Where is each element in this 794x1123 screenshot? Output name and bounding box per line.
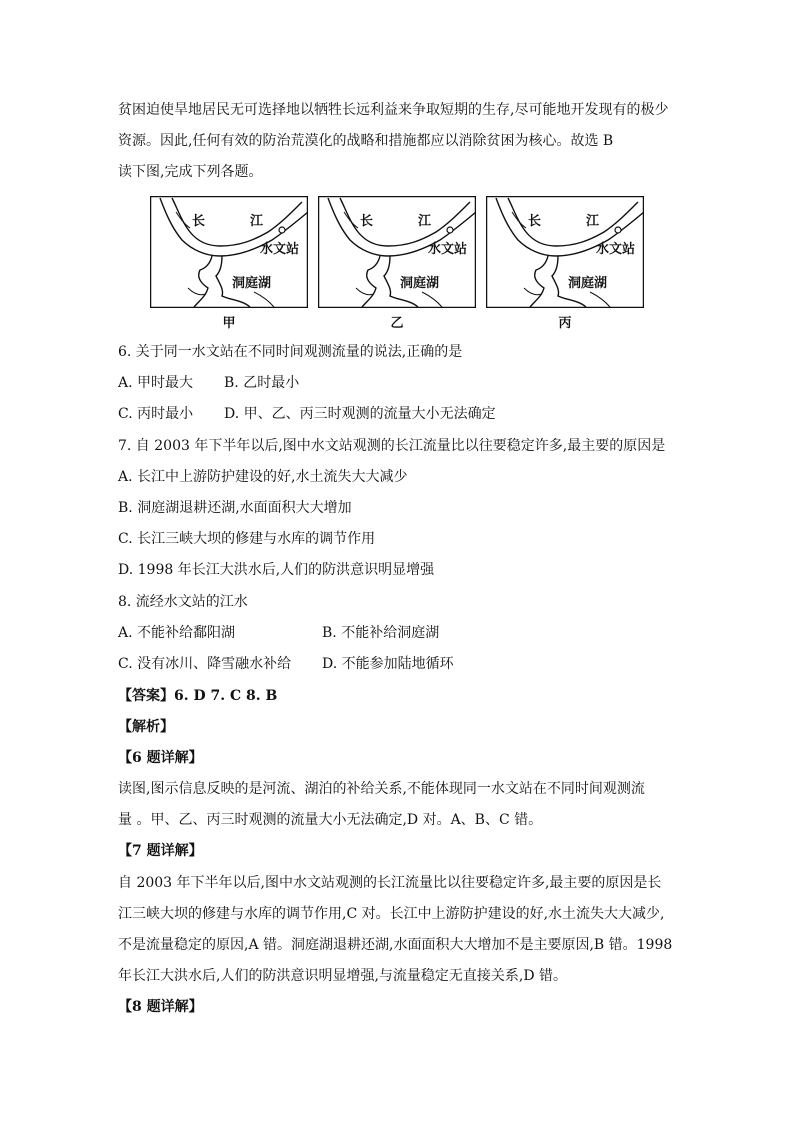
q6-stem: 6. 关于同一水文站在不同时间观测流量的说法,正确的是 (118, 344, 463, 360)
q7-option-a: A. 长江中上游防护建设的好,水土流失大大减少 (118, 469, 408, 485)
q7-stem: 7. 自 2003 年下半年以后,图中水文站观测的长江流量比以往要稳定许多,最主要的原因是 (118, 438, 666, 454)
changjiang-label-2: 江 (586, 214, 600, 229)
panel-label-bing: 丙 (558, 316, 572, 331)
detail-7-line-3: 不是流量稳定的原因,A 错。洞庭湖退耕还湖,水面面积大大增加不是主要原因,B 错。1998 (118, 937, 673, 953)
panel-label-yi: 乙 (390, 316, 404, 331)
q7-option-c: C. 长江三峡大坝的修建与水库的调节作用 (118, 531, 376, 547)
q6-option-c: C. 丙时最小 (118, 406, 194, 422)
map-panel-bing (486, 196, 644, 331)
lake-label: 洞庭湖 (568, 276, 608, 291)
detail-7-line-2: 江三峡大坝的修建与水库的调节作用,C 对。长江中上游防护建设的好,水土流失大大减少, (118, 906, 665, 922)
detail-6-line-1: 读图,图示信息反映的是河流、湖泊的补给关系,不能体现同一水文站在不同时间观测流 (118, 781, 645, 797)
changjiang-label-1: 长 (360, 214, 374, 229)
q7-option-d: D. 1998 年长江大洪水后,人们的防洪意识明显增强 (118, 562, 435, 578)
panel-label-jia: 甲 (222, 316, 236, 331)
q8-option-b: B. 不能补给洞庭湖 (322, 625, 440, 641)
analysis-heading: 【解析】 (118, 719, 174, 735)
q7-option-b: B. 洞庭湖退耕还湖,水面面积大大增加 (118, 500, 352, 516)
detail-7-line-4: 年长江大洪水后,人们的防洪意识明显增强,与流量稳定无直接关系,D 错。 (118, 968, 568, 984)
detail-7-heading: 【7 题详解】 (118, 843, 203, 859)
intro-line-2: 资源。因此,任何有效的防治荒漠化的战略和措施都应以消除贫困为核心。故选 B (118, 133, 614, 149)
detail-8-heading: 【8 题详解】 (118, 999, 203, 1015)
answer-line: 【答案】6. D 7. C 8. B (118, 688, 278, 704)
changjiang-label-1: 长 (192, 214, 206, 229)
q6-option-d: D. 甲、乙、丙三时观测的流量大小无法确定 (224, 406, 496, 422)
detail-6-heading: 【6 题详解】 (118, 750, 203, 766)
station-label: 水文站 (596, 242, 636, 257)
lake-label: 洞庭湖 (232, 276, 272, 291)
q6-option-b: B. 乙时最小 (224, 375, 300, 391)
lake-label: 洞庭湖 (400, 276, 440, 291)
q8-option-a: A. 不能补给鄱阳湖 (118, 625, 236, 641)
changjiang-label-2: 江 (418, 214, 432, 229)
intro-line-3: 读下图,完成下列各题。 (118, 164, 263, 180)
map-figure (150, 196, 644, 336)
q8-stem: 8. 流经水文站的江水 (118, 594, 248, 610)
q6-option-a: A. 甲时最大 (118, 375, 194, 391)
station-label: 水文站 (428, 242, 468, 257)
station-label: 水文站 (260, 242, 300, 257)
q8-option-c: C. 没有冰川、降雪融水补给 (118, 656, 292, 672)
changjiang-label-2: 江 (250, 214, 264, 229)
q8-option-d: D. 不能参加陆地循环 (322, 656, 454, 672)
intro-line-1: 贫困迫使旱地居民无可选择地以牺牲长远利益来争取短期的生存,尽可能地开发现有的极少 (118, 102, 669, 118)
changjiang-label-1: 长 (528, 214, 542, 229)
detail-7-line-1: 自 2003 年下半年以后,图中水文站观测的长江流量比以往要稳定许多,最主要的原因是长 (118, 875, 662, 891)
map-panel-jia (150, 196, 308, 331)
detail-6-line-2: 量 。甲、乙、丙三时观测的流量大小无法确定,D 对。A、B、C 错。 (118, 812, 543, 828)
map-panel-yi (318, 196, 476, 331)
